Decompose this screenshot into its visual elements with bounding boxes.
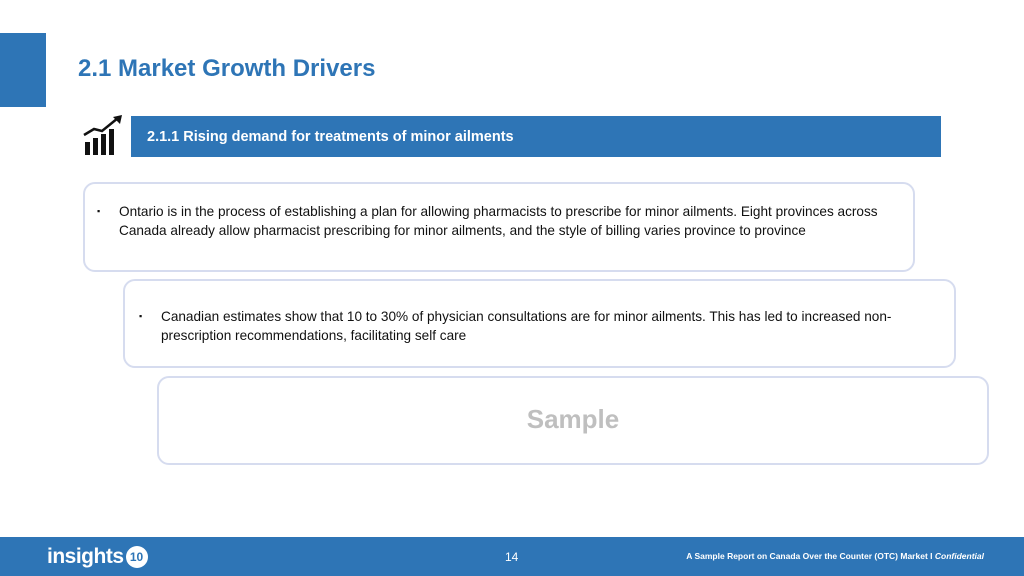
title-accent-bar xyxy=(0,33,46,107)
logo-text: insights xyxy=(47,545,124,568)
page-number: 14 xyxy=(505,550,519,564)
footer-confidential: Confidential xyxy=(934,551,984,561)
bullet-marker: ▪ xyxy=(97,206,101,216)
page-title: 2.1 Market Growth Drivers xyxy=(78,55,376,82)
bullet-item xyxy=(137,307,947,345)
logo-badge: 10 xyxy=(126,546,148,568)
bullet-card-1 xyxy=(83,182,915,272)
growth-chart-icon xyxy=(82,114,126,158)
footer-bar xyxy=(0,537,1024,576)
insights10-logo xyxy=(47,545,148,569)
section-title: 2.1.1 Rising demand for treatments of minor ailments xyxy=(147,128,514,145)
bullet-text: Canadian estimates show that 10 to 30% of physician consultations are for minor ailments. This has led to increased non-prescription recommendations, facilitating self care xyxy=(161,309,892,343)
sample-card xyxy=(157,376,989,465)
sample-watermark-text: Sample xyxy=(526,404,620,434)
section-banner xyxy=(131,116,941,157)
footer-note xyxy=(686,551,984,561)
bullet-item xyxy=(95,202,885,240)
footer-note-text: A Sample Report on Canada Over the Counter (OTC) Market I xyxy=(686,551,933,561)
bullet-marker: ▪ xyxy=(139,311,143,321)
bullet-card-2 xyxy=(123,279,956,368)
bullet-text: Ontario is in the process of establishing a plan for allowing pharmacists to prescribe for minor ailments. Eight provinces across Canada already allow pharmacist prescribing for minor ailments, and the style of billing varies province to province xyxy=(119,204,878,238)
